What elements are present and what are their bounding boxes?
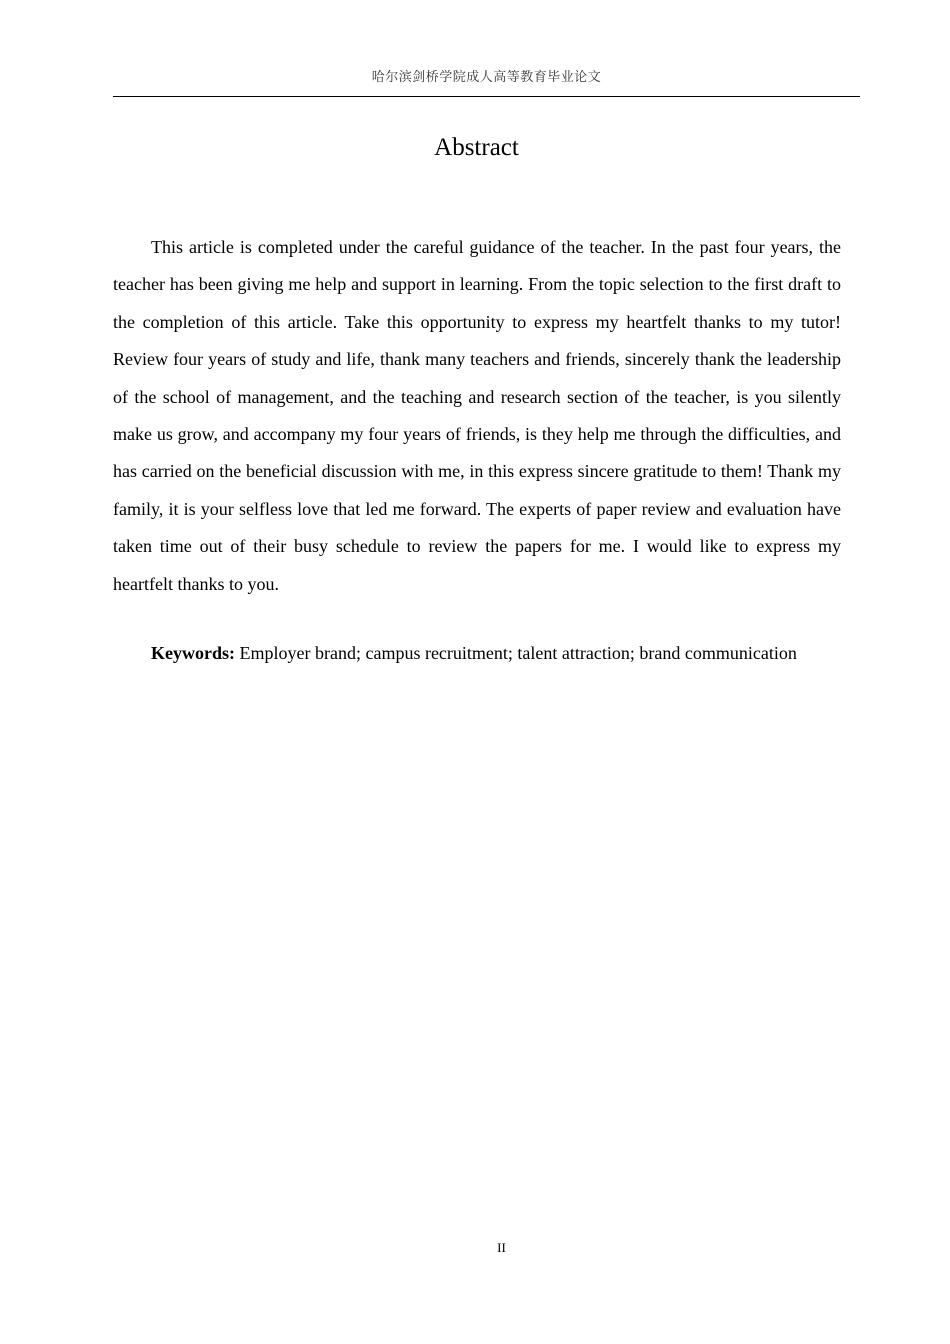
abstract-paragraph: This article is completed under the careful guidance of the teacher. In the past four years, the teacher has been giving me help and support in learning. From the topic selection to the first draft to the completion of this article. Take this opportunity to express my heartfelt thanks to my tutor! Review four years of study and life, thank many teachers and friends, sincerely thank the leadership of the school of management, and the teaching and research section of the teacher, is you silently make us grow, and accompany my four years of friends, is they help me through the difficulties, and has carried on the beneficial discussion with me, in this express sincere gratitude to them! Thank my family, it is your selfless love that led me forward. The experts of paper review and evaluation have taken time out of their busy schedule to review the papers for me. I would like to express my heartfelt thanks to you.: [113, 237, 841, 594]
keywords-line: [113, 640, 853, 666]
keywords-label: Keywords:: [151, 643, 235, 663]
keywords-value: Employer brand; campus recruitment; talent attraction; brand communication: [235, 643, 797, 663]
running-header: 哈尔滨剑桥学院成人高等教育毕业论文: [371, 69, 602, 84]
page-number: II: [497, 1240, 506, 1255]
page-title: Abstract: [434, 134, 519, 161]
header-divider: [113, 96, 860, 97]
